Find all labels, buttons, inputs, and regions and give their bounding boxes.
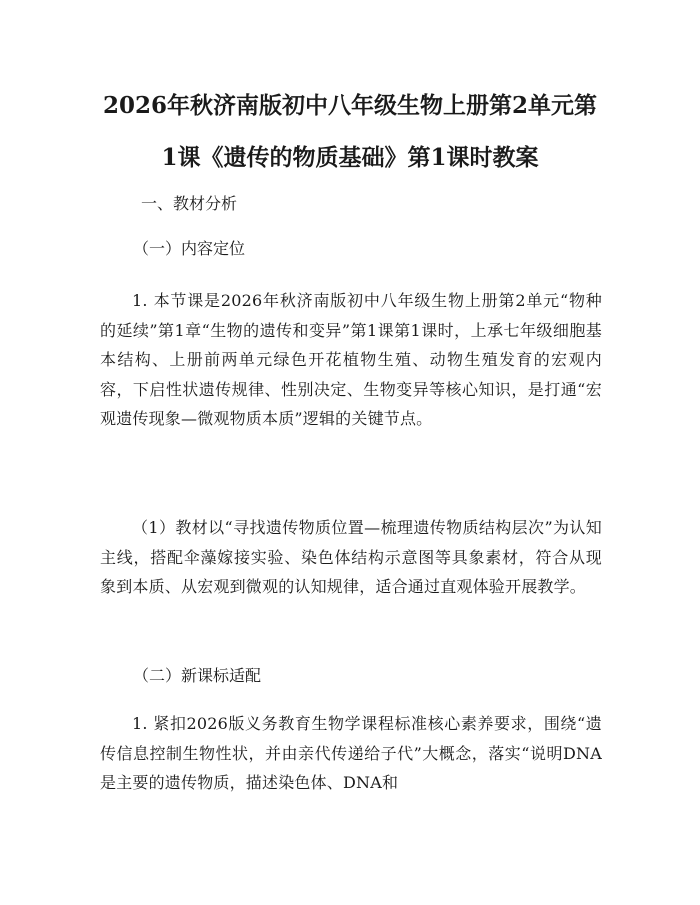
paragraph-textbook-structure: （1）教材以“寻找遗传物质位置—梳理遗传物质结构层次”为认知主线，搭配伞藻嫁接实验、染色体结构示意图等具象素材，符合从现象到本质、从宏观到微观的认知规律，适合通过直观体验开展教学。 [100, 518, 602, 596]
document-title: 2026年秋济南版初中八年级生物上册第2单元第1课《遗传的物质基础》第1课时教案 [102, 92, 598, 171]
subsection-heading-positioning: （一）内容定位 [133, 239, 246, 258]
subsection-heading-curriculum: （二）新课标适配 [133, 666, 262, 685]
paragraph-curriculum-alignment: 1. 紧扣2026版义务教育生物学课程标准核心素养要求，围绕“遗传信息控制生物性状，并由亲代传递给子代”大概念，落实“说明DNA是主要的遗传物质，描述染色体、DNA和 [100, 714, 602, 792]
paragraph-content-position: 1. 本节课是2026年秋济南版初中八年级生物上册第2单元“物种的延续”第1章“生物的遗传和变异”第1课第1课时，上承七年级细胞基本结构、上册前两单元绿色开花植物生殖、动物生殖发育的宏观内容，下启性状遗传规律、性别决定、生物变异等核心知识，是打通“宏观遗传现象—微观物质本质”逻辑的关键节点。 [100, 291, 602, 428]
section-heading-analysis: 一、教材分析 [141, 194, 238, 213]
